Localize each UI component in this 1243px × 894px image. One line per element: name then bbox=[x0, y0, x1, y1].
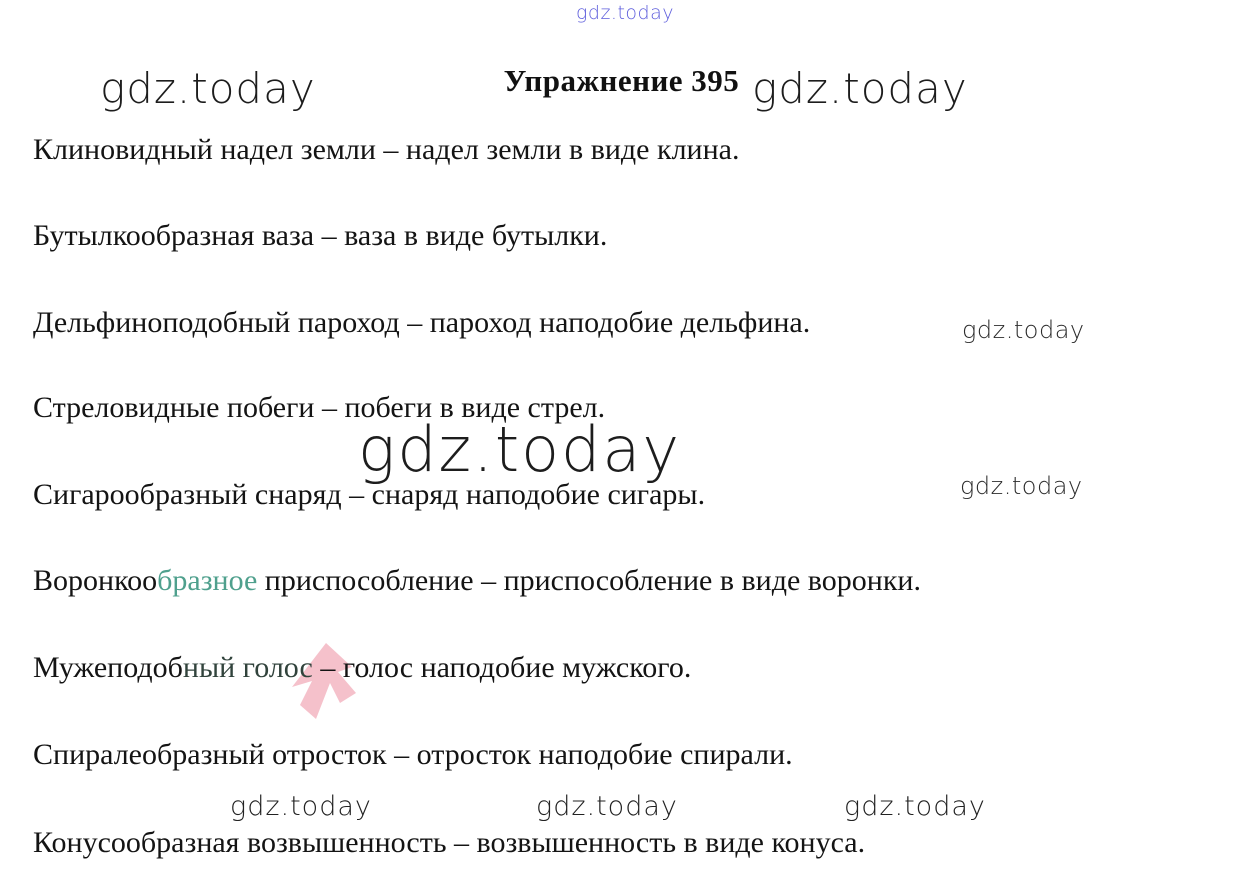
watermark-bottom-right: gdz.today bbox=[844, 791, 986, 822]
answer-line-7-post: – голос наподобие мужского. bbox=[312, 651, 692, 684]
answer-line-6 bbox=[33, 564, 921, 598]
watermark-bottom-center: gdz.today bbox=[536, 791, 678, 822]
answer-line-9-text: Конусообразная возвышенность – возвышенность в виде конуса. bbox=[33, 826, 866, 859]
answer-line-8 bbox=[33, 738, 793, 772]
answer-line-7-highlight: ный голос bbox=[182, 651, 313, 684]
watermark-top-center: gdz.today bbox=[576, 2, 674, 24]
watermark-center-large: gdz.today bbox=[358, 413, 682, 486]
answer-line-8-text: Спиралеобразный отросток – отросток наподобие спирали. bbox=[33, 738, 793, 771]
answer-line-5 bbox=[33, 478, 705, 512]
answer-line-3-text: Дельфиноподобный пароход – пароход наподобие дельфина. bbox=[33, 306, 811, 339]
answer-line-7 bbox=[33, 651, 691, 685]
answer-line-1 bbox=[33, 133, 739, 167]
answer-line-4 bbox=[33, 391, 605, 425]
answer-line-2-text: Бутылкообразная ваза – ваза в виде бутылки. bbox=[33, 219, 608, 252]
answer-line-2 bbox=[33, 219, 607, 253]
answer-line-6-highlight: бразное bbox=[157, 564, 258, 597]
answer-line-5-text: Сигарообразный снаряд – снаряд наподобие сигары. bbox=[33, 478, 706, 511]
answer-line-4-text: Стреловидные побеги – побеги в виде стрел. bbox=[33, 391, 606, 424]
watermark-line5-right: gdz.today bbox=[960, 472, 1083, 500]
watermark-bottom-left: gdz.today bbox=[230, 791, 372, 822]
watermark-top-left: gdz.today bbox=[100, 64, 316, 113]
answer-line-6-post: приспособление – приспособление в виде воронки. bbox=[257, 564, 921, 597]
answer-line-1-text: Клиновидный надел земли – надел земли в виде клина. bbox=[33, 133, 740, 166]
answer-line-9 bbox=[33, 826, 865, 860]
watermark-top-right: gdz.today bbox=[752, 64, 968, 113]
answer-line-3 bbox=[33, 306, 810, 340]
answer-line-6-pre: Воронкоо bbox=[33, 564, 158, 597]
page-title: Упражнение 395 bbox=[503, 62, 740, 98]
watermark-line3-right: gdz.today bbox=[962, 316, 1085, 344]
answer-line-7-pre: Мужеподоб bbox=[33, 651, 183, 684]
